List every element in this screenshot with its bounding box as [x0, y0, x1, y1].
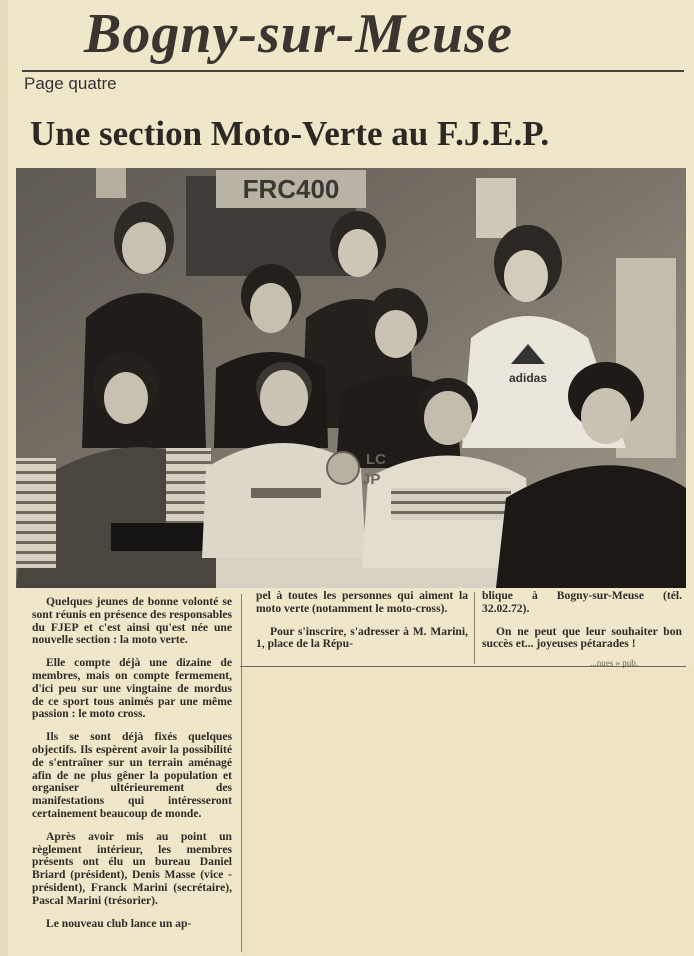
sign-text: FRC400	[242, 174, 340, 204]
shirt-logo-text: adidas	[508, 371, 548, 385]
paragraph: On ne peut que leur souhaiter bon succès et... joyeuses pétarades !	[482, 624, 682, 651]
column-divider	[474, 592, 475, 664]
article-column-2	[256, 590, 468, 660]
paragraph: Elle compte déjà une dizaine de membres, mais on compte fermement, d'ici peu sur une vingtaine de mordus de ce sport tous animés par une même passion : le moto cross.	[32, 656, 232, 721]
masthead: Bogny-sur-Meuse	[84, 3, 513, 65]
headline: Une section Moto-Verte au F.J.E.P.	[30, 114, 550, 153]
blank-paper-area	[242, 668, 694, 956]
torn-edge	[0, 0, 8, 956]
masthead-rule	[22, 70, 684, 72]
paragraph: Le nouveau club lance un ap-	[46, 916, 192, 930]
group-photo-illustration	[16, 168, 686, 588]
paragraph: Quelques jeunes de bonne volonté se sont réunis en présence des responsables du FJEP et c'est ainsi qu'est née une nouvelle section : la moto verte.	[32, 596, 232, 647]
paragraph: Pour s'inscrire, s'adresser à M. Marini, 1, place de la Répu-	[256, 624, 468, 651]
article-column-1	[32, 596, 232, 951]
article-column-3	[482, 590, 682, 660]
paragraph: blique à Bogny-sur-Meuse (tél. 32.02.72).	[482, 590, 682, 615]
watermark-line-2: JP	[362, 471, 381, 488]
cut-snippet: ...nues » pub.	[590, 658, 638, 668]
wall-poster	[476, 178, 516, 238]
paragraph: Après avoir mis au point un règlement intérieur, les membres présents ont élu un bureau Daniel Briard (président), Denis Masse (vice - président), Franck Marini (secrétaire), Pascal Marini (trésorier).	[32, 829, 232, 907]
paragraph: pel à toutes les personnes qui aiment la moto verte (notamment le moto-cross).	[256, 590, 468, 615]
page-label: Page quatre	[24, 74, 117, 93]
window-corner	[96, 168, 126, 198]
watermark-line-1: LC	[366, 451, 386, 468]
group-photo	[16, 168, 686, 588]
paragraph: Ils se sont déjà fixés quelques objectifs. Ils espèrent avoir la possibilité de s'entraîner sur un terrain aménagé afin de ne plus gêner la population et organiser ultérieurement des manifestations qui intéresseront certainement beaucoup de monde.	[32, 730, 232, 820]
